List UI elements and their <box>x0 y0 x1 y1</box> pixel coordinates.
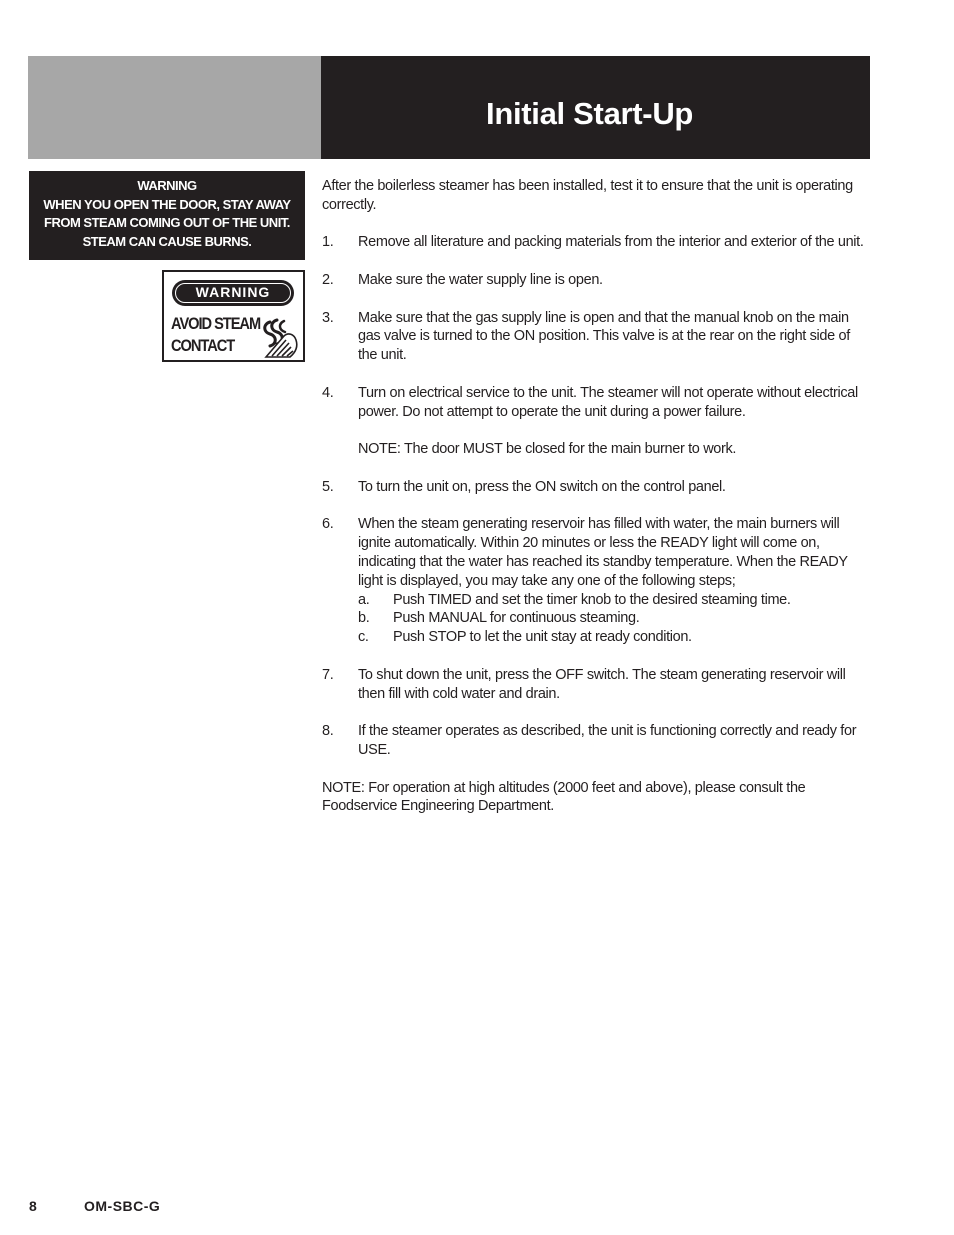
warning-sign-header <box>172 280 294 306</box>
instructions <box>322 177 870 816</box>
substep-b <box>358 609 870 628</box>
document-code: OM-SBC-G <box>84 1198 161 1214</box>
substep-a <box>358 591 870 610</box>
step-number: 6. <box>322 516 334 533</box>
page-number: 8 <box>29 1198 37 1214</box>
step-6 <box>322 515 870 647</box>
step-text: Remove all literature and packing materials from the interior and exterior of the unit. <box>358 234 864 251</box>
step-8 <box>322 722 870 760</box>
step-2 <box>322 271 870 290</box>
steam-hand-icon <box>260 316 304 360</box>
step-number: 7. <box>322 666 334 683</box>
warning-sign-line-1: AVOID STEAM <box>171 314 261 333</box>
warning-box-line: WHEN YOU OPEN THE DOOR, STAY AWAY <box>43 196 291 212</box>
step-number: 8. <box>322 723 334 740</box>
page-title: Initial Start-Up <box>486 96 694 131</box>
final-note: NOTE: For operation at high altitudes (2000 feet and above), please consult the Foodservice Engineering Department. <box>322 779 806 815</box>
step-number: 3. <box>322 309 334 326</box>
warning-sign-line-2: CONTACT <box>171 336 235 355</box>
step-text: If the steamer operates as described, the unit is functioning correctly and ready for USE. <box>358 723 857 758</box>
substep-letter: b. <box>358 610 370 627</box>
step-1 <box>322 233 870 252</box>
warning-sign-header-text: WARNING <box>175 283 291 303</box>
step-text: To turn the unit on, press the ON switch on the control panel. <box>358 478 726 495</box>
step-3 <box>322 309 870 365</box>
step-text: When the steam generating reservoir has filled with water, the main burners will ignite automatically. Within 20 minutes or less the READY light will come on, indicating that the water has reached its standby temperature. When the READY light is displayed, you may take any one of the following steps; <box>358 516 848 589</box>
step-number: 1. <box>322 234 334 251</box>
step-text: Turn on electrical service to the unit. The steamer will not operate without electrical power. Do not attempt to operate the unit during a power failure. <box>358 384 858 420</box>
intro-paragraph: After the boilerless steamer has been installed, test it to ensure that the unit is operating correctly. <box>322 178 853 213</box>
substep-letter: c. <box>358 629 369 646</box>
warning-box-line: WARNING <box>137 178 197 193</box>
step-text: To shut down the unit, press the OFF switch. The steam generating reservoir will then fill with cold water and drain. <box>358 666 846 702</box>
substep-text: Push MANUAL for continuous steaming. <box>393 610 640 627</box>
substep-letter: a. <box>358 591 370 608</box>
warning-sign <box>162 270 305 362</box>
step-4 <box>322 384 870 459</box>
step-note: NOTE: The door MUST be closed for the main burner to work. <box>358 441 737 458</box>
step-7 <box>322 666 870 704</box>
header-black-band <box>321 56 870 159</box>
step-number: 5. <box>322 478 334 495</box>
warning-box <box>29 171 305 260</box>
step-number: 4. <box>322 384 334 401</box>
warning-box-line: STEAM CAN CAUSE BURNS. <box>82 233 252 249</box>
substep-text: Push STOP to let the unit stay at ready condition. <box>393 629 692 646</box>
warning-box-line: FROM STEAM COMING OUT OF THE UNIT. <box>44 215 290 231</box>
header-gray-band <box>28 56 321 159</box>
substep-c <box>358 628 870 647</box>
step-text: Make sure that the gas supply line is open and that the manual knob on the main gas valve is turned to the ON position. This valve is at the rear on the right side of the unit. <box>358 309 850 364</box>
substep-text: Push TIMED and set the timer knob to the desired steaming time. <box>393 591 791 608</box>
step-5 <box>322 478 870 497</box>
step-number: 2. <box>322 271 334 288</box>
step-text: Make sure the water supply line is open. <box>358 271 603 288</box>
